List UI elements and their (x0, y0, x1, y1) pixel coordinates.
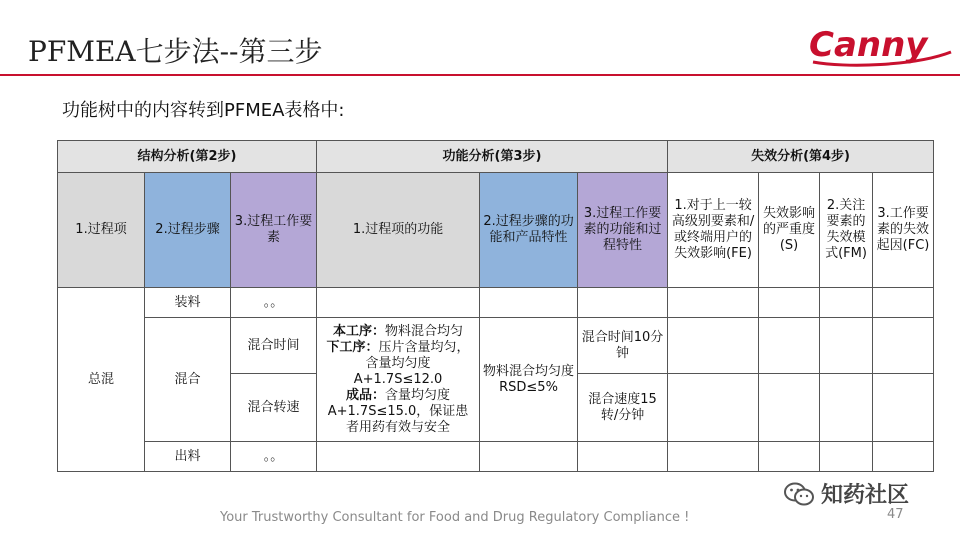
header-process-item: 1.过程项 (58, 173, 145, 288)
cell-empty (578, 288, 668, 318)
pfmea-table (57, 140, 934, 472)
item-function-line-current: 本工序：物料混合均匀 (333, 323, 464, 339)
cell-element-function-mix-time: 混合时间10分钟 (578, 318, 668, 374)
cell-process-item: 总混 (58, 288, 145, 472)
header-divider (0, 74, 960, 76)
cell-step-function: 物料混合均匀度RSD≤5% (480, 318, 578, 442)
cell-empty (480, 442, 578, 472)
cell-empty (873, 442, 934, 472)
header-item-function: 1.过程项的功能 (317, 173, 480, 288)
cell-step-unloading: 出料 (145, 442, 231, 472)
cell-empty (759, 374, 820, 442)
cell-empty (873, 374, 934, 442)
header-work-element: 3.过程工作要素 (231, 173, 317, 288)
cell-empty (578, 442, 668, 472)
group-structure-analysis: 结构分析(第2步) (58, 141, 317, 173)
slide-subtitle: 功能树中的内容转到PFMEA表格中: (62, 100, 345, 121)
cell-empty (668, 442, 759, 472)
cell-empty (820, 374, 873, 442)
cell-empty (317, 288, 480, 318)
cell-element-function-mix-speed: 混合速度15转/分钟 (578, 374, 668, 442)
slide-title: PFMEA七步法--第三步 (28, 35, 323, 68)
cell-empty (317, 442, 480, 472)
header-step-function: 2.过程步骤的功能和产品特性 (480, 173, 578, 288)
wechat-icon (783, 481, 815, 507)
cell-step-mixing: 混合 (145, 318, 231, 442)
header-failure-effect: 1.对于上一较高级别要素和/或终端用户的失效影响(FE) (668, 173, 759, 288)
item-function-line-final: 成品：含量均匀度 (346, 387, 451, 403)
cell-empty (668, 374, 759, 442)
cell-empty (873, 288, 934, 318)
cell-empty (759, 442, 820, 472)
cell-step-loading: 装料 (145, 288, 231, 318)
cell-element-mix-time: 混合时间 (231, 318, 317, 374)
watermark-text: 知药社区 (821, 483, 910, 508)
item-function-line-6: A+1.7S≤15.0，保证患 (327, 403, 469, 419)
cell-empty (759, 288, 820, 318)
header-failure-mode: 2.关注要素的失效模式(FM) (820, 173, 873, 288)
header-element-function: 3.过程工作要素的功能和过程特性 (578, 173, 668, 288)
header-severity: 失效影响的严重度(S) (759, 173, 820, 288)
cell-element-loading: 。。 (231, 288, 317, 318)
cell-empty (480, 288, 578, 318)
cell-empty (820, 318, 873, 374)
svg-text:Canny: Canny (809, 25, 928, 65)
item-function-line-7: 者用药有效与安全 (346, 419, 451, 435)
wechat-watermark (783, 478, 909, 509)
item-function-line-3: 含量均匀度 (365, 355, 431, 371)
group-failure-analysis: 失效分析(第4步) (668, 141, 934, 173)
header-failure-cause: 3.工作要素的失效起因(FC) (873, 173, 934, 288)
cell-element-unloading: 。。 (231, 442, 317, 472)
page-number: 47 (887, 507, 904, 522)
cell-empty (820, 288, 873, 318)
cell-empty (759, 318, 820, 374)
cell-empty (820, 442, 873, 472)
footer-slogan: Your Trustworthy Consultant for Food and Drug Regulatory Compliance ! (220, 510, 690, 525)
item-function-line-4: A+1.7S≤12.0 (353, 371, 443, 387)
cell-item-function (317, 318, 480, 442)
cell-empty (668, 288, 759, 318)
cell-empty (873, 318, 934, 374)
item-function-line-next: 下工序：压片含量均匀， (326, 339, 470, 355)
group-function-analysis: 功能分析(第3步) (317, 141, 668, 173)
header-process-step: 2.过程步骤 (145, 173, 231, 288)
canny-logo (805, 22, 955, 72)
cell-empty (668, 318, 759, 374)
cell-element-mix-speed: 混合转速 (231, 374, 317, 442)
